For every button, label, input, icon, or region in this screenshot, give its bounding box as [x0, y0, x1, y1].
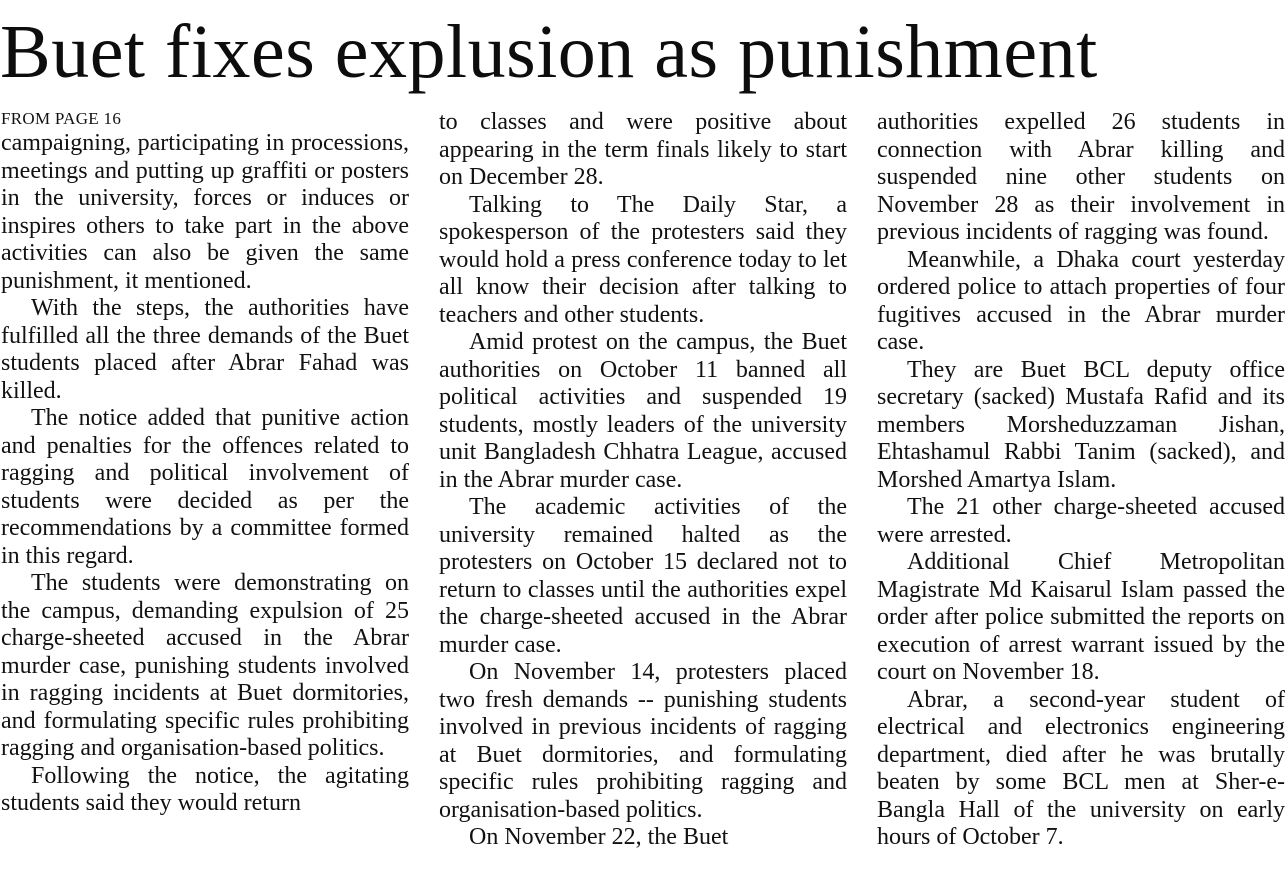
paragraph: On November 14, protesters placed two fresh demands -- punishing students involved in previous incidents of ragging at Buet dormitories, and formulating specific rules prohibiting ragging and organisation-based politics. — [439, 659, 847, 823]
paragraph: The 21 other charge-sheeted accused were arrested. — [877, 494, 1285, 548]
paragraph: The students were demonstrating on the campus, demanding expulsion of 25 charge-sheeted accused in the Abrar murder case, punishing students involved in ragging incidents at Buet dormitories, and formulating specific rules prohibiting ragging and organisation-based politics. — [1, 570, 409, 761]
article-column-3 — [877, 109, 1285, 852]
article-column-1 — [1, 108, 409, 818]
paragraph: Additional Chief Metropolitan Magistrate Md Kaisarul Islam passed the order after police submitted the reports on execution of arrest warrant issued by the court on November 18. — [877, 549, 1285, 685]
paragraph: to classes and were positive about appearing in the term finals likely to start on December 28. — [439, 109, 847, 190]
paragraph: Following the notice, the agitating students said they would return — [1, 762, 409, 816]
paragraph: campaigning, participating in processions, meetings and putting up graffiti or posters in the university, forces or induces or inspires others to take part in the above activities can also be given the same punishment, it mentioned. — [1, 130, 409, 294]
paragraph: Meanwhile, a Dhaka court yesterday ordered police to attach properties of four fugitives accused in the Abrar murder case. — [877, 246, 1285, 355]
paragraph: Abrar, a second-year student of electrical and electronics engineering department, died after he was brutally beaten by some BCL men at Sher-e-Bangla Hall of the university on early hours of October 7. — [877, 686, 1285, 850]
paragraph: On November 22, the Buet — [469, 824, 729, 850]
headline: Buet fixes explusion as punishment — [0, 10, 1098, 94]
paragraph: The academic activities of the university remained halted as the protesters on October 15 declared not to return to classes until the authorities expel the charge-sheeted accused in the Abrar murder case. — [439, 494, 847, 658]
article-column-2 — [439, 109, 847, 852]
paragraph: Amid protest on the campus, the Buet authorities on October 11 banned all political activities and suspended 19 students, mostly leaders of the university unit Bangladesh Chhatra League, accused in the Abrar murder case. — [439, 329, 847, 493]
paragraph: Talking to The Daily Star, a spokesperson of the protesters said they would hold a press conference today to let all know their decision after talking to teachers and other students. — [439, 191, 847, 328]
paragraph: With the steps, the authorities have fulfilled all the three demands of the Buet students placed after Abrar Fahad was killed. — [1, 295, 409, 404]
paragraph: The notice added that punitive action and penalties for the offences related to ragging and political involvement of students were decided as per the recommendations by a committee formed in this regard. — [1, 405, 409, 569]
paragraph: They are Buet BCL deputy office secretary (sacked) Mustafa Rafid and its members Morsheduzzaman Jishan, Ehtashamul Rabbi Tanim (sacked), and Morshed Amartya Islam. — [877, 356, 1285, 493]
continuation-kicker: FROM PAGE 16 — [1, 109, 122, 128]
paragraph: authorities expelled 26 students in connection with Abrar killing and suspended nine other students on November 28 as their involvement in previous incidents of ragging was found. — [877, 109, 1285, 245]
